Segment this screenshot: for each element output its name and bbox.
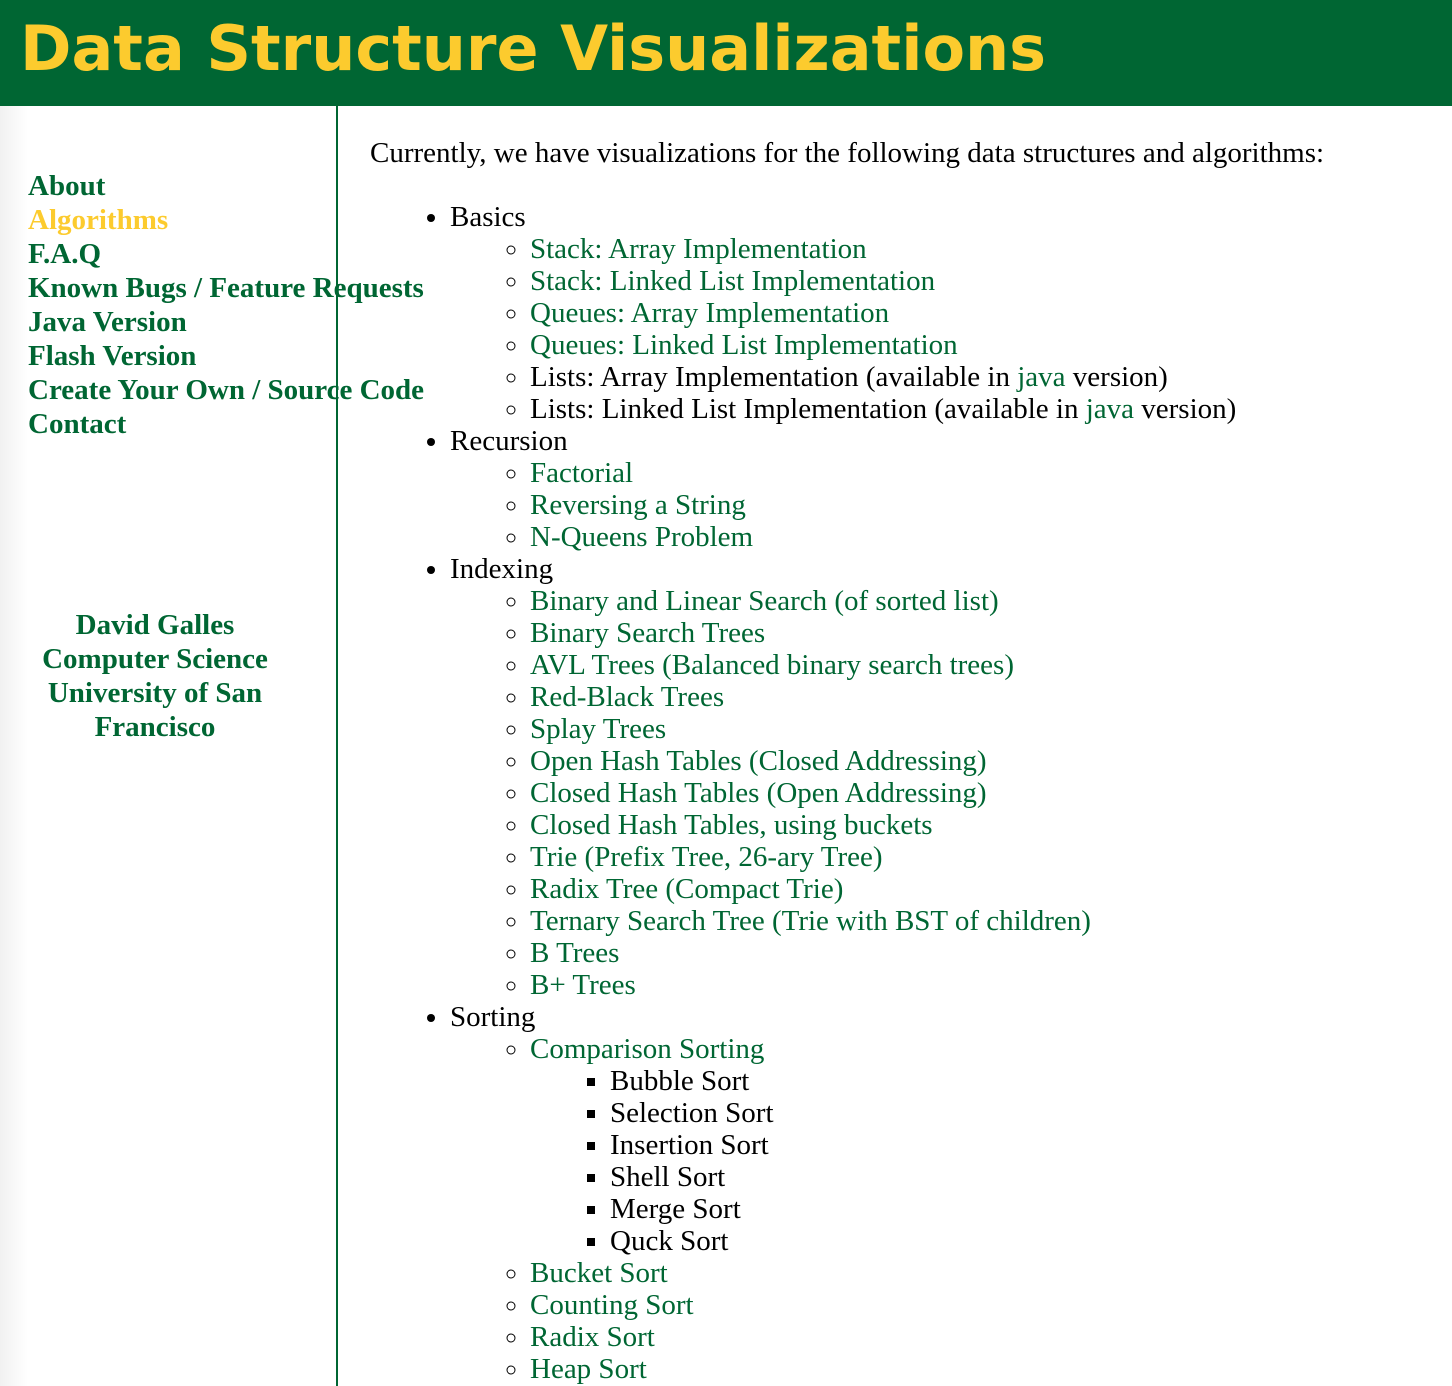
page-title: Data Structure Visualizations — [20, 12, 1047, 85]
list-item — [530, 841, 1445, 873]
link-counting-sort[interactable]: Counting Sort — [530, 1289, 694, 1321]
sidebar-item-flash-version[interactable]: Flash Version — [28, 340, 197, 372]
credit-line: Computer Science — [42, 643, 268, 675]
link-heap-sort[interactable]: Heap Sort — [530, 1353, 647, 1385]
sidebar-item-algorithms[interactable]: Algorithms — [28, 204, 169, 236]
sidebar-item-about[interactable]: About — [28, 170, 106, 202]
link-radix-tree-compact-trie[interactable]: Radix Tree (Compact Trie) — [530, 873, 844, 905]
category-items — [450, 457, 1445, 553]
list-item — [530, 457, 1445, 489]
list-item — [530, 1289, 1445, 1321]
list-item — [530, 905, 1445, 937]
category-indexing — [450, 553, 1445, 1001]
sort-item-merge-sort: ▪ Merge Sort — [610, 1193, 1445, 1225]
sort-item-quck-sort: ▪ Quck Sort — [610, 1225, 1445, 1257]
list-item — [530, 393, 1445, 425]
category-title: Sorting — [450, 1001, 536, 1033]
item-label: Lists: Linked List Implementation — [530, 393, 928, 425]
algorithm-categories — [370, 201, 1445, 1385]
sort-item-shell-sort: ▪ Shell Sort — [610, 1161, 1445, 1193]
category-title: Indexing — [450, 553, 554, 585]
list-item — [530, 265, 1445, 297]
list-item — [530, 1353, 1445, 1385]
intro-text: Currently, we have visualizations for the following data structures and algorithms: — [370, 137, 1325, 169]
list-item — [530, 873, 1445, 905]
list-item — [530, 489, 1445, 521]
list-item — [530, 233, 1445, 265]
list-item — [530, 777, 1445, 809]
link-comparison-sorting[interactable]: Comparison Sorting — [530, 1033, 765, 1065]
link-stack-array-implementation[interactable]: Stack: Array Implementation — [530, 233, 867, 265]
sort-algorithms — [530, 1065, 1445, 1257]
list-item — [530, 521, 1445, 553]
sort-item-bubble-sort: ▪ Bubble Sort — [610, 1065, 1445, 1097]
availability-note: (available in — [927, 393, 1086, 425]
list-item — [530, 713, 1445, 745]
availability-note: (available in — [858, 361, 1018, 393]
link-closed-hash-tables-open-addressing[interactable]: Closed Hash Tables (Open Addressing) — [530, 777, 987, 809]
sort-item-insertion-sort: ▪ Insertion Sort — [610, 1129, 1445, 1161]
list-item — [530, 329, 1445, 361]
list-item — [530, 585, 1445, 617]
link-radix-sort[interactable]: Radix Sort — [530, 1321, 655, 1353]
link-trie-prefix-tree-26-ary-tree[interactable]: Trie (Prefix Tree, 26-ary Tree) — [530, 841, 883, 873]
availability-note-end: version) — [1134, 393, 1237, 425]
sidebar-item-known-bugs-feature-requests[interactable]: Known Bugs / Feature Requests — [28, 272, 424, 304]
link-queues-array-implementation[interactable]: Queues: Array Implementation — [530, 297, 890, 329]
link-closed-hash-tables-using-buckets[interactable]: Closed Hash Tables, using buckets — [530, 809, 933, 841]
link-binary-search-trees[interactable]: Binary Search Trees — [530, 617, 766, 649]
java-version-link[interactable]: java — [1085, 393, 1135, 425]
list-item — [530, 809, 1445, 841]
list-item — [530, 1033, 1445, 1257]
sidebar-item-create-your-own-source-code[interactable]: Create Your Own / Source Code — [28, 374, 425, 406]
link-splay-trees[interactable]: Splay Trees — [530, 713, 667, 745]
sidebar-nav — [28, 169, 425, 441]
java-version-link[interactable]: java — [1017, 361, 1066, 393]
category-sorting — [450, 1001, 1445, 1385]
category-title: Basics — [450, 201, 526, 233]
sidebar-item-contact[interactable]: Contact — [28, 408, 127, 440]
list-item — [530, 969, 1445, 1001]
link-b-trees[interactable]: B Trees — [530, 937, 620, 969]
sort-item-selection-sort: ▪ Selection Sort — [610, 1097, 1445, 1129]
link-ternary-search-tree-trie-with-bst-of-children[interactable]: Ternary Search Tree (Trie with BST of children) — [530, 905, 1091, 937]
main-content — [370, 137, 1445, 1385]
sidebar-item-f-a-q[interactable]: F.A.Q — [28, 238, 102, 270]
list-item — [530, 361, 1445, 393]
link-reversing-a-string[interactable]: Reversing a String — [530, 489, 746, 521]
category-recursion — [450, 425, 1445, 553]
list-item — [530, 617, 1445, 649]
sidebar-item-java-version[interactable]: Java Version — [28, 306, 187, 338]
availability-note-end: version) — [1065, 361, 1168, 393]
category-items — [450, 233, 1445, 425]
list-item — [530, 937, 1445, 969]
category-items — [450, 585, 1445, 1001]
credit-line: University of San Francisco — [47, 677, 263, 743]
list-item — [530, 1257, 1445, 1289]
link-avl-trees-balanced-binary-search-trees[interactable]: AVL Trees (Balanced binary search trees) — [530, 649, 1014, 681]
sidebar — [0, 106, 425, 1386]
link-stack-linked-list-implementation[interactable]: Stack: Linked List Implementation — [530, 265, 936, 297]
category-title: Recursion — [450, 425, 568, 457]
link-open-hash-tables-closed-addressing[interactable]: Open Hash Tables (Closed Addressing) — [530, 745, 987, 777]
list-item — [530, 297, 1445, 329]
author-credits — [0, 608, 310, 744]
page-header — [0, 0, 1452, 106]
list-item — [530, 1321, 1445, 1353]
link-queues-linked-list-implementation[interactable]: Queues: Linked List Implementation — [530, 329, 958, 361]
link-factorial[interactable]: Factorial — [530, 457, 634, 489]
link-n-queens-problem[interactable]: N-Queens Problem — [530, 521, 754, 553]
list-item — [530, 681, 1445, 713]
list-item — [530, 745, 1445, 777]
item-label: Lists: Array Implementation — [530, 361, 859, 393]
list-item — [530, 649, 1445, 681]
link-binary-and-linear-search-of-sorted-list[interactable]: Binary and Linear Search (of sorted list) — [530, 585, 999, 617]
link-bucket-sort[interactable]: Bucket Sort — [530, 1257, 668, 1289]
link-b-trees[interactable]: B+ Trees — [530, 969, 636, 1001]
credit-line: David Galles — [75, 609, 235, 641]
category-items — [450, 1033, 1445, 1385]
link-red-black-trees[interactable]: Red-Black Trees — [530, 681, 725, 713]
category-basics — [450, 201, 1445, 425]
